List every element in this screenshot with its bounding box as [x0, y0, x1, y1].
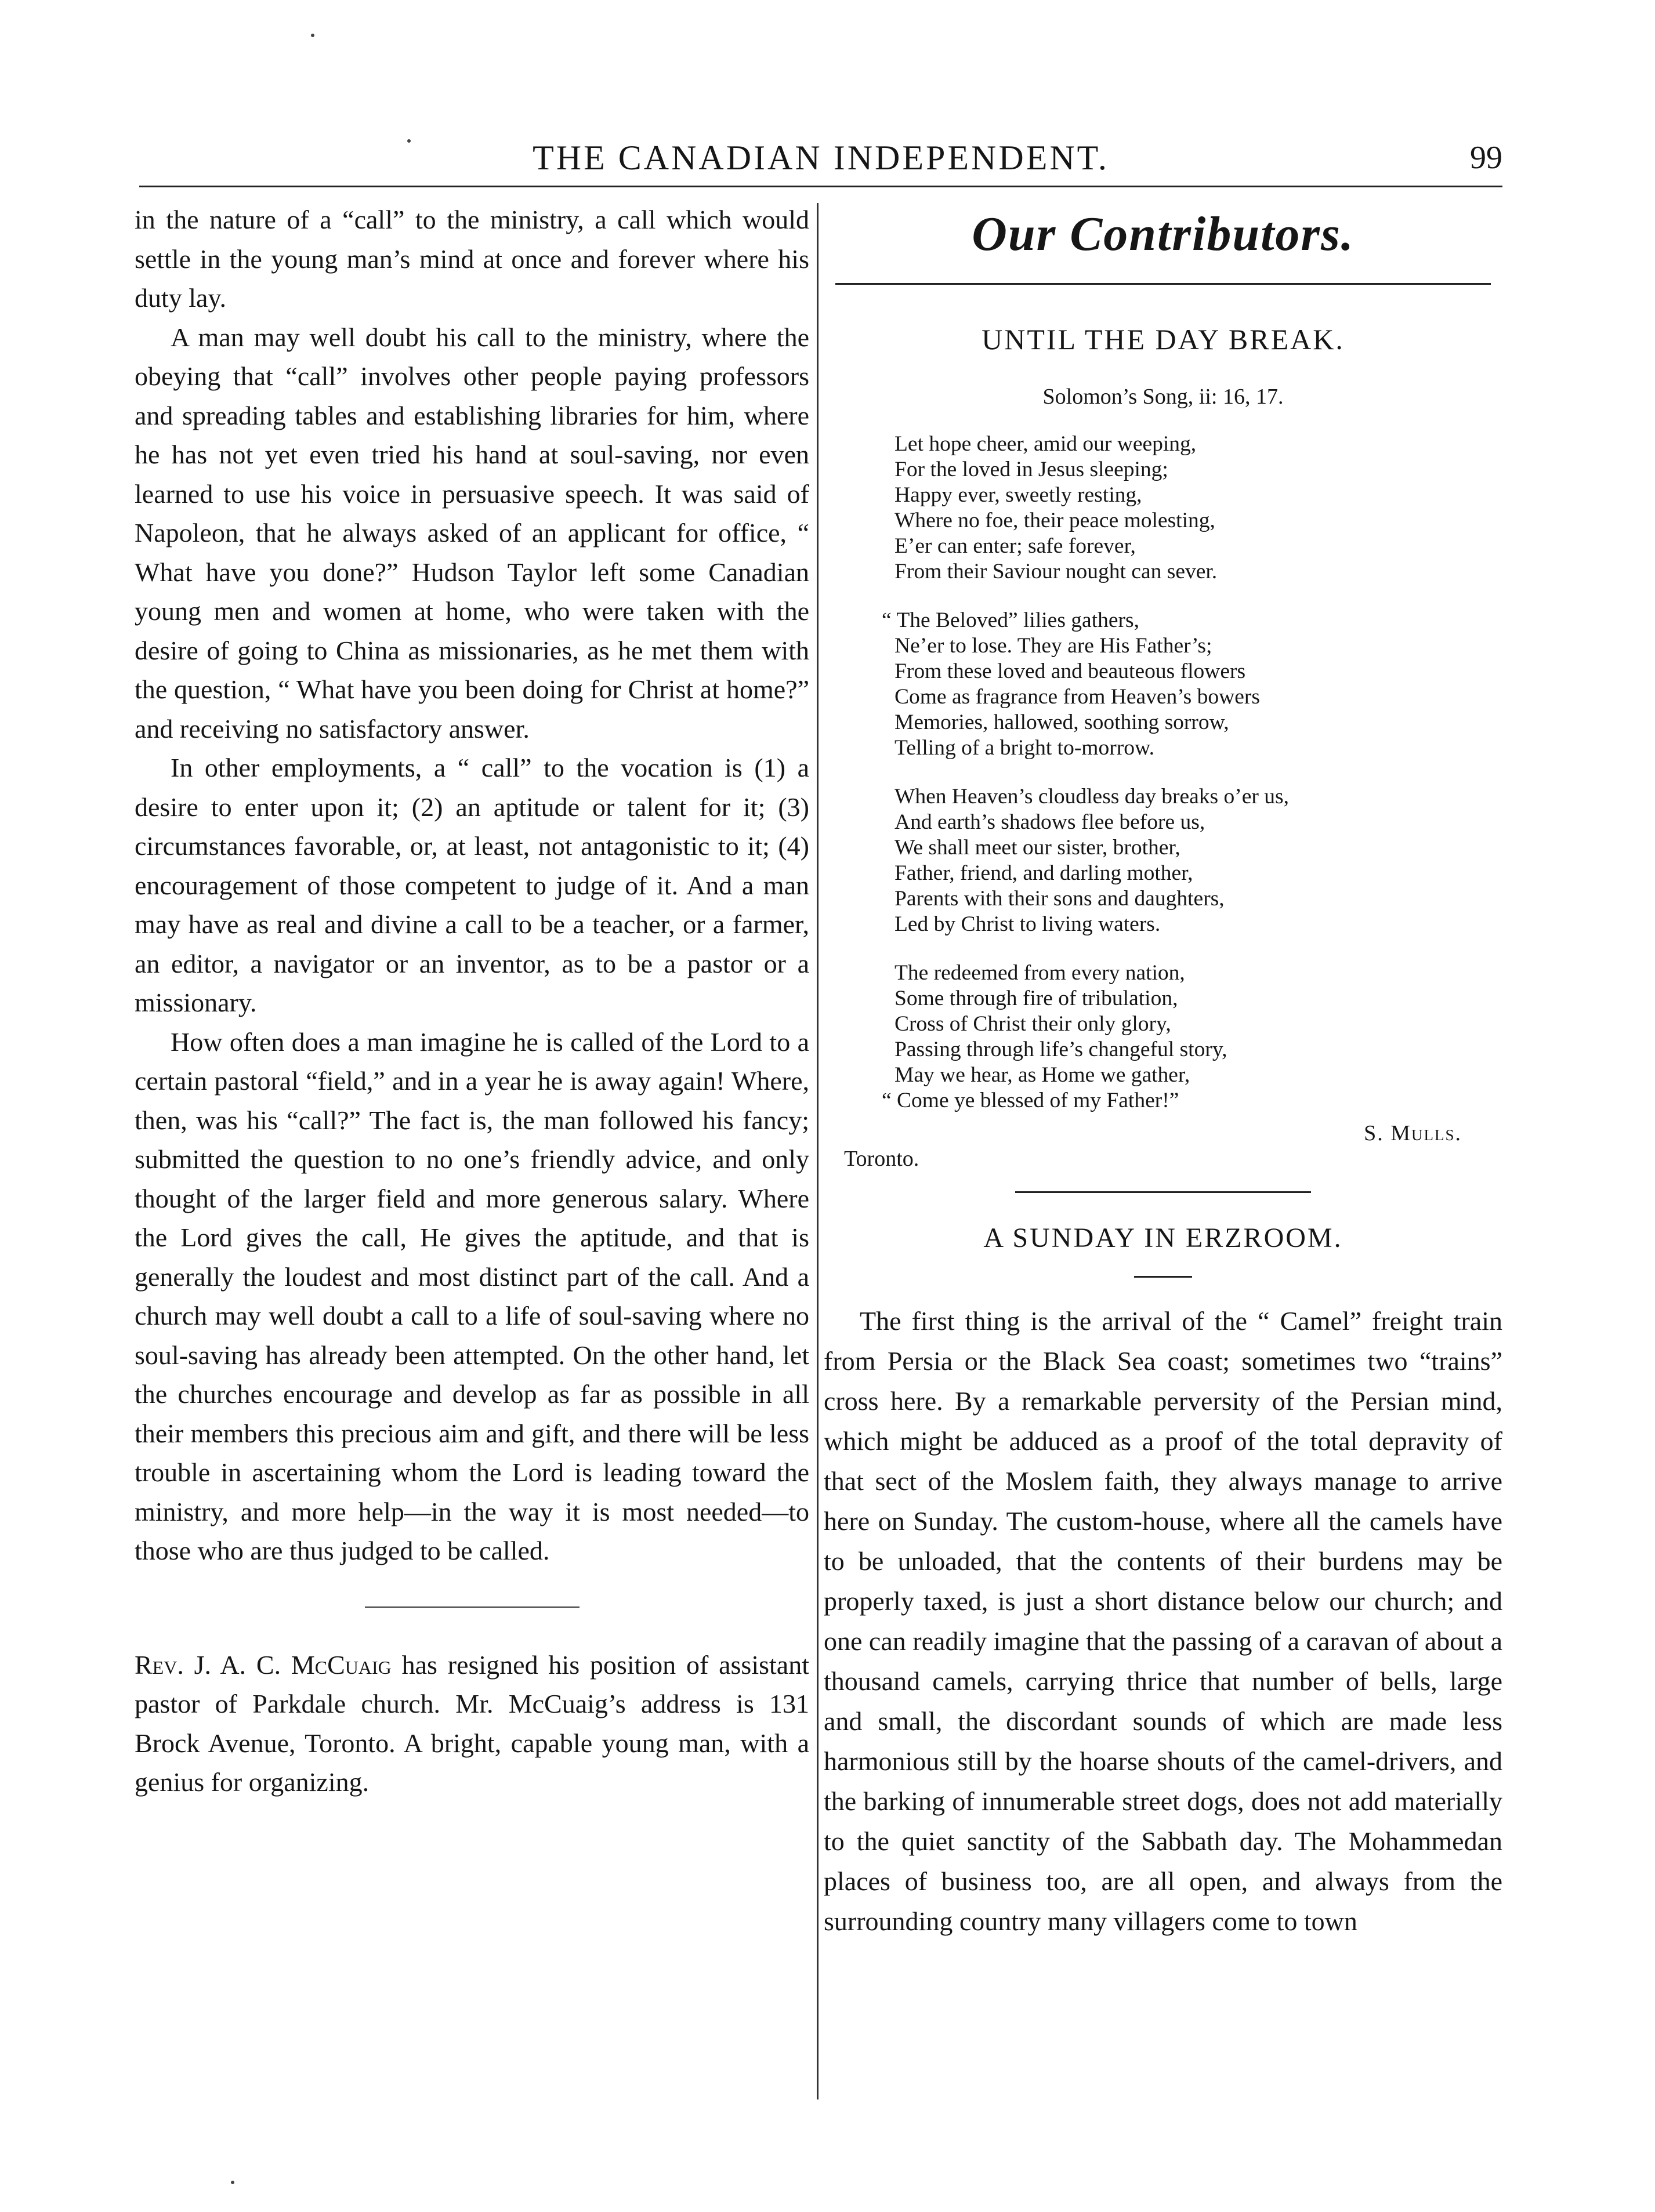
article-body — [824, 1301, 1502, 1941]
notice-name: Rev. J. A. C. McCuaig — [135, 1649, 392, 1680]
paragraph: How often does a man imagine he is called of the Lord to a certain pastoral “field,” and in a year he is away again! Where, then, was his “call?” The fact is, the man followed his fancy; submitted the question to no one’s friendly advice, and only thought of the larger field and more generous salary. Where the Lord gives the call, He gives the aptitude, and that is generally the loudest and most distinct part of the call. And a church may well doubt a call to a life of soul-saving where no soul-saving has already been attempted. On the other hand, let the churches encourage and develop as far as possible in all their members this precious aim and gift, and there will be less trouble in ascertaining whom the Lord is leading toward the ministry, and more help—in the way it is most needed—to those who are thus judged to be called. — [135, 1027, 809, 1565]
poem-line: The redeemed from every nation, — [895, 961, 1185, 985]
poem-line: Happy ever, sweetly resting, — [895, 483, 1142, 507]
paragraph: In other employments, a “ call” to the vocation is (1) a desire to enter upon it; (2) an aptitude or talent for it; (3) circumstances favorable, or, at least, not antagonistic to it; (4) encouragement of those competent to judge of it. And a man may have as real and divine a call to be a teacher, or a farmer, an editor, a navigator or an inventor, as to be a pastor or a missionary. — [135, 753, 809, 1017]
poem-line: “ The Beloved” lilies gathers, — [882, 608, 1139, 632]
paragraph: A man may well doubt his call to the ministry, where the obeying that “call” involves other people paying professors and spreading tables and establishing libraries for him, where he has not yet even tried his hand at soul-saving, nor even learned to use his voice in persuasive speech. It was said of Napoleon, that he always asked of an applicant for office, “ What have you done?” Hudson Taylor left some Canadian young men and women at home, who were taken with the desire of going to China as missionaries, as he met them with the question, “ What have you been doing for Christ at home?” and receiving no satisfactory answer. — [135, 322, 809, 744]
poem-line: Come as fragrance from Heaven’s bowers — [895, 685, 1260, 709]
poem-line: E’er can enter; safe forever, — [895, 534, 1136, 558]
publication-title: THE CANADIAN INDEPENDENT. — [533, 139, 1109, 177]
paragraph: in the nature of a “call” to the ministry, a call which would settle in the young man’s mind at once and forever where his duty lay. — [135, 205, 809, 313]
stanza — [882, 608, 1502, 761]
poem-author: S. Mulls. — [1364, 1121, 1462, 1145]
section-heading: Our Contributors. — [835, 200, 1491, 285]
poem-line: From these loved and beauteous flowers — [895, 659, 1246, 683]
print-speck — [311, 34, 314, 37]
print-speck — [231, 2181, 234, 2184]
separator-rule — [1134, 1276, 1192, 1278]
poem-title: UNTIL THE DAY BREAK. — [982, 323, 1345, 356]
left-column — [135, 200, 809, 1802]
poem-line: Led by Christ to living waters. — [895, 912, 1161, 936]
poem-line: Passing through life’s changeful story, — [895, 1038, 1227, 1061]
stanza — [895, 431, 1502, 585]
poem-line: For the loved in Jesus sleeping; — [895, 458, 1168, 481]
poem-line: And earth’s shadows flee before us, — [895, 810, 1205, 834]
column-divider — [817, 203, 819, 2099]
poem-line: Cross of Christ their only glory, — [895, 1012, 1171, 1036]
poem — [824, 431, 1502, 1114]
poem-place: Toronto. — [844, 1147, 919, 1171]
poem-line: Parents with their sons and daughters, — [895, 887, 1225, 911]
separator-rule — [1015, 1191, 1311, 1193]
paragraph: The first thing is the arrival of the “ Camel” freight train from Persia or the Black Sea coast; sometimes two “trains” cross here. By a remarkable perversity of the Persian mind, which might be adduced as a proof of the total depravity of that sect of the Moslem faith, they always manage to arrive here on Sunday. The custom-house, where all the camels have to be unloaded, that the contents of their burdens may be properly taxed, is just a short distance below our church; and one can readily imagine that the passing of a caravan of about a thousand camels, carrying thrice that number of bells, large and small, the discordant sounds of which are made less harmonious still by the hoarse shouts of the camel-drivers, and the barking of innumerable street dogs, does not add materially to the quiet sanctity of the Sabbath day. The Mohammedan places of business too, are all open, and always from the surrounding country many villagers come to town — [824, 1306, 1502, 1936]
notice-paragraph — [135, 1645, 809, 1802]
article-title: A SUNDAY IN ERZROOM. — [983, 1223, 1343, 1253]
poem-line: From their Saviour nought can sever. — [895, 560, 1218, 583]
poem-line: Father, friend, and darling mother, — [895, 861, 1193, 885]
poem-line: May we hear, as Home we gather, — [895, 1063, 1190, 1087]
right-column — [824, 200, 1502, 1941]
poem-line: We shall meet our sister, brother, — [895, 836, 1180, 860]
notice-text: has resigned his position of assistant pastor of Parkdale church. Mr. McCuaig’s address is 131 Brock Avenue, Toronto. A bright, capable young man, with a genius for organizing. — [135, 1649, 809, 1797]
poem-line: Memories, hallowed, soothing sorrow, — [895, 710, 1229, 734]
poem-line: Some through fire of tribulation, — [895, 987, 1178, 1010]
page-number: 99 — [1470, 140, 1502, 176]
stanza — [895, 784, 1502, 937]
separator-rule — [365, 1607, 580, 1608]
poem-line: Where no foe, their peace molesting, — [895, 509, 1215, 532]
poem-line: When Heaven’s cloudless day breaks o’er us, — [895, 785, 1289, 808]
running-head — [139, 133, 1502, 187]
poem-reference: Solomon’s Song, ii: 16, 17. — [1042, 385, 1284, 409]
poem-line: Telling of a bright to-morrow. — [895, 736, 1154, 760]
poem-line: Let hope cheer, amid our weeping, — [895, 432, 1197, 456]
poem-line: Ne’er to lose. They are His Father’s; — [895, 634, 1212, 658]
stanza — [882, 960, 1502, 1114]
poem-line: “ Come ye blessed of my Father!” — [882, 1089, 1179, 1112]
